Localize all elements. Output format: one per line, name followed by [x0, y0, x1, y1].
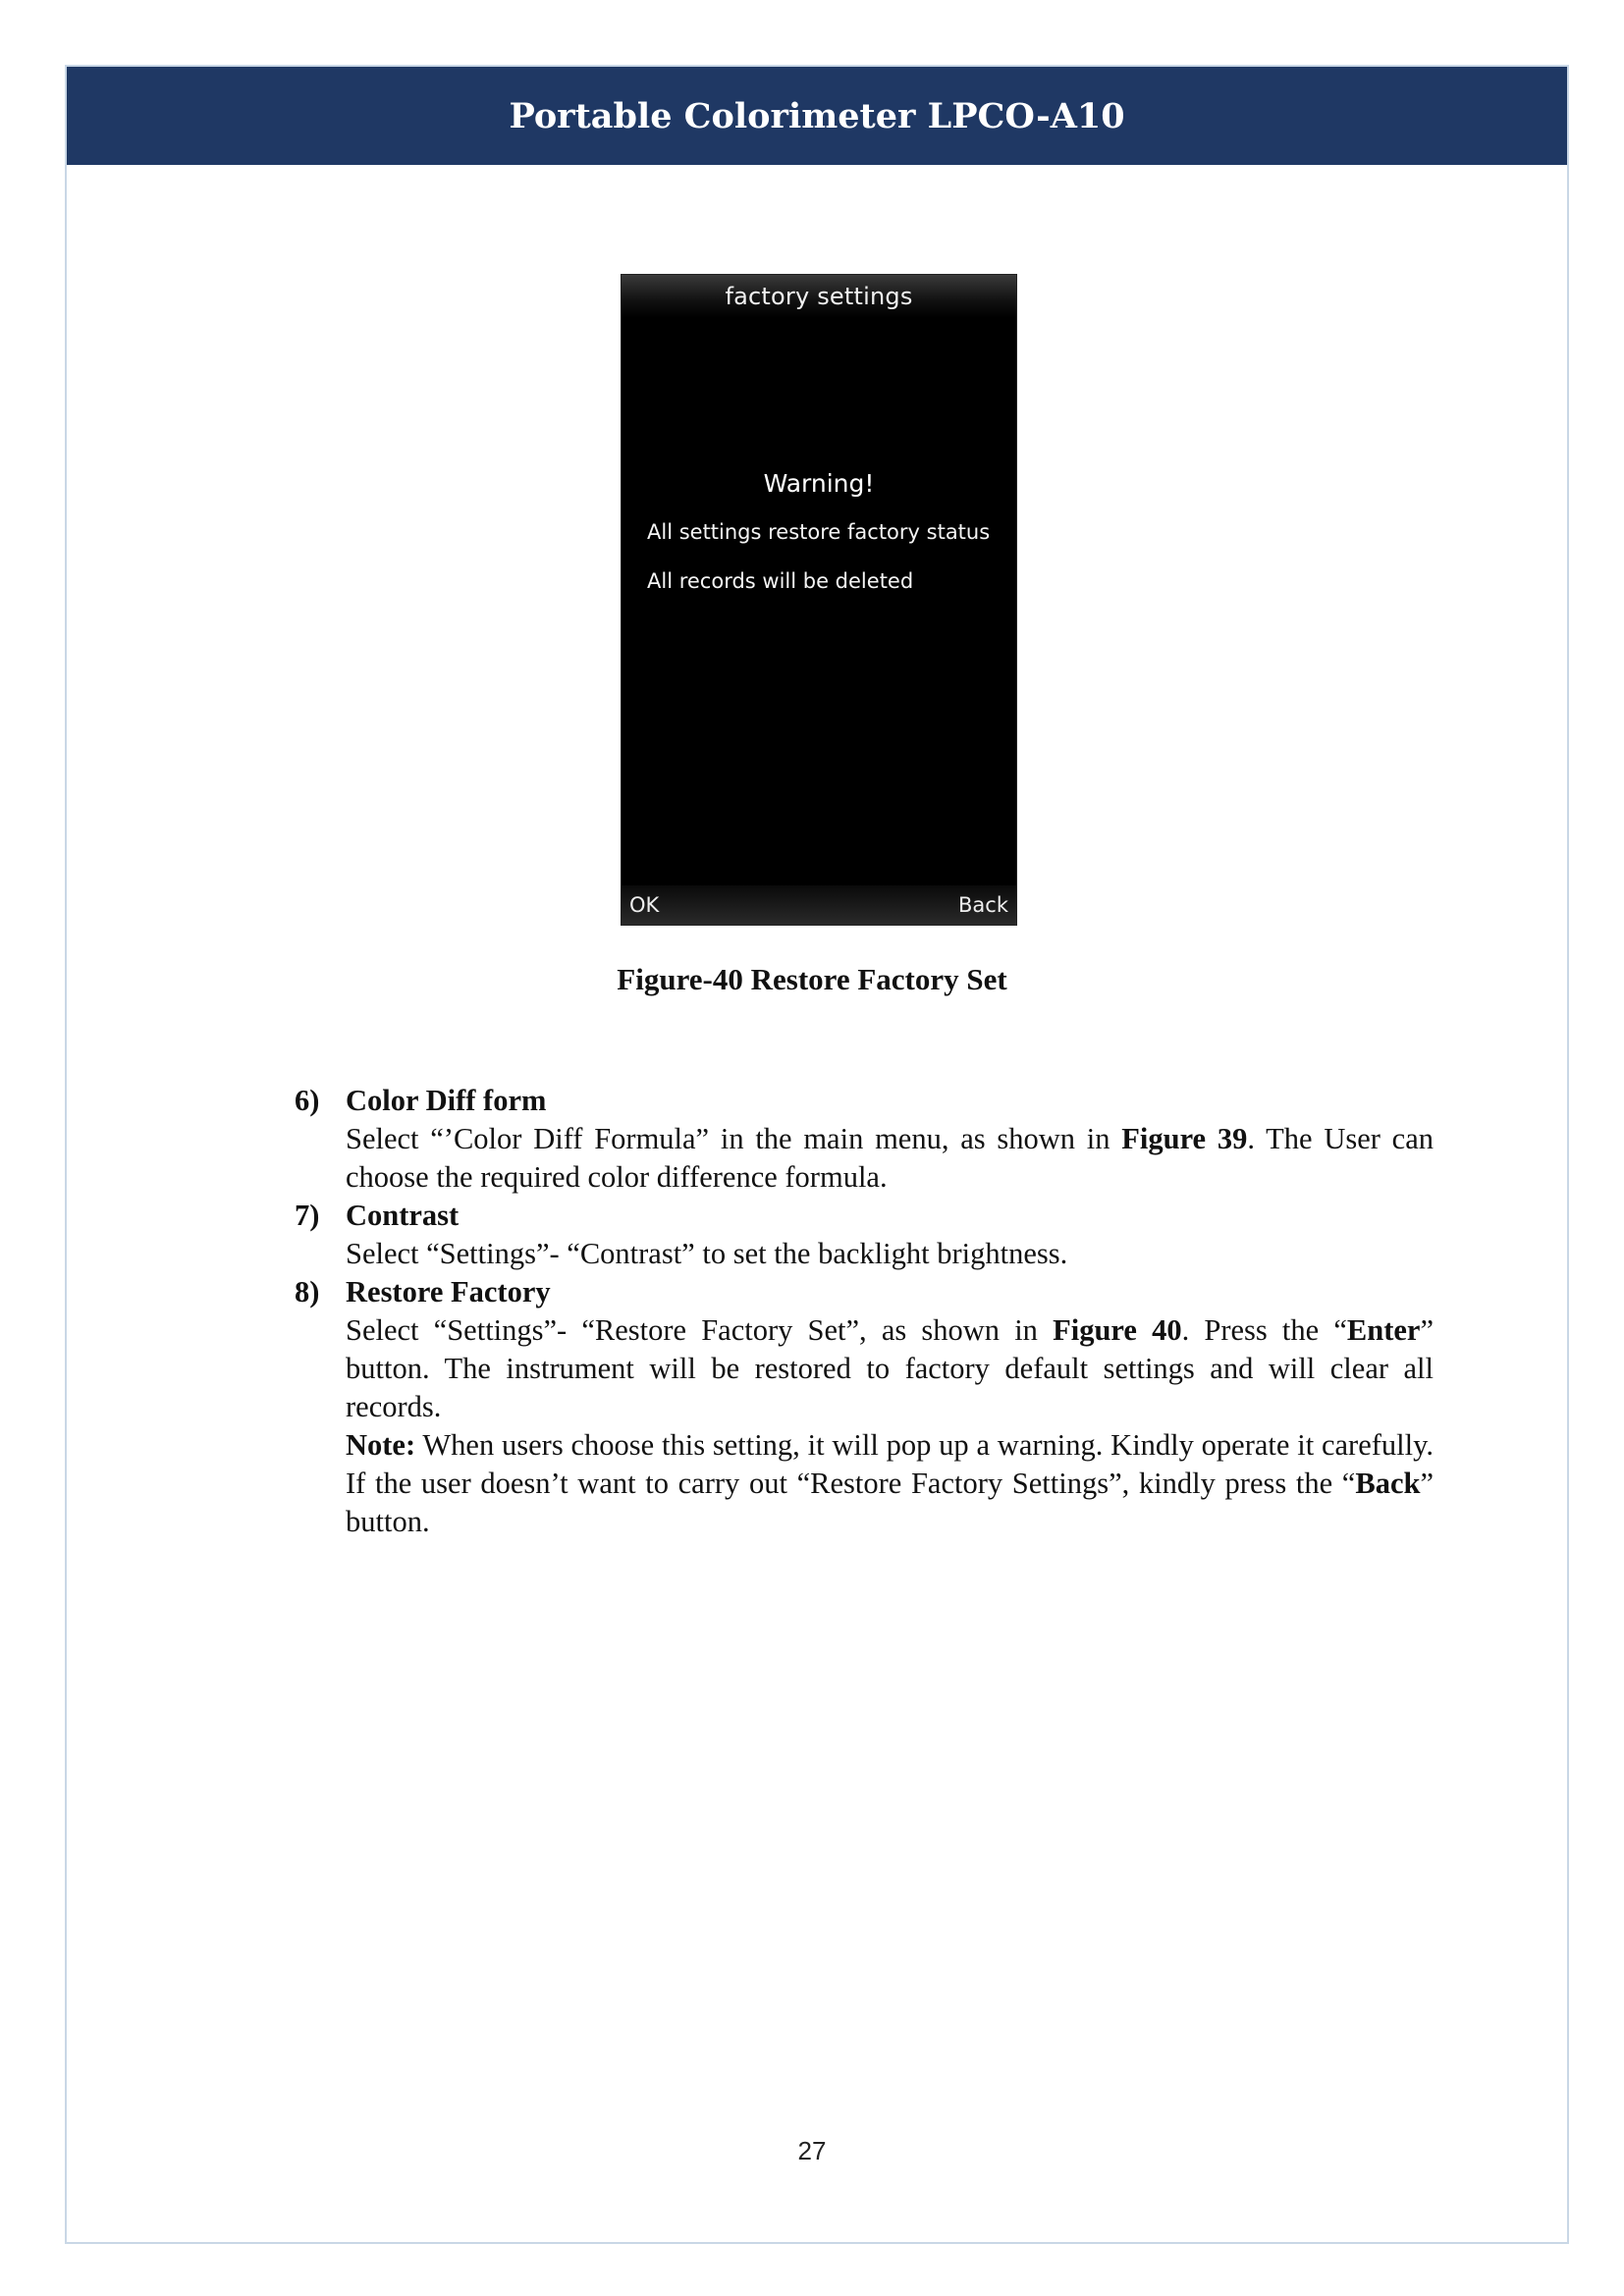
item-paragraph: Select “’Color Diff Formula” in the main menu, as shown in Figure 39. The User can choose the required color difference formula.: [346, 1122, 1435, 1194]
header-band: [67, 67, 1567, 165]
list-item-number: 7): [295, 1199, 320, 1232]
item-paragraph: Select “Settings”- “Restore Factory Set”, as shown in Figure 40. Press the “Enter” button. The instrument will be restored to factory default settings and will clear all records.: [346, 1313, 1434, 1423]
item-heading: Contrast: [346, 1199, 460, 1232]
device-screenshot: [621, 274, 1017, 926]
list-item-restore-factory: [295, 1273, 1434, 1541]
device-softkey-bar: [622, 885, 1016, 925]
item-paragraph: Select “Settings”- “Contrast” to set the backlight brightness.: [346, 1237, 1068, 1270]
device-title-bar: [622, 275, 1016, 318]
device-title: factory settings: [725, 283, 913, 310]
note-paragraph: Note: When users choose this setting, it will pop up a warning. Kindly operate it carefully. If the user doesn’t want to carry out “Restore Factory Settings”, kindly press the “Back” button.: [346, 1428, 1434, 1538]
device-ok-softkey[interactable]: OK: [629, 893, 660, 917]
list-item-number: 8): [295, 1275, 320, 1308]
device-warning-line-1: All settings restore factory status: [647, 520, 991, 544]
item-heading: Color Diff form: [346, 1084, 547, 1117]
document-title: Portable Colorimeter LPCO-A10: [509, 95, 1125, 136]
item-heading: Restore Factory: [346, 1275, 551, 1308]
body-content: [295, 1082, 1434, 1541]
device-back-softkey[interactable]: Back: [958, 893, 1008, 917]
note-label: Note:: [346, 1428, 416, 1462]
device-warning-line-2: All records will be deleted: [647, 569, 914, 593]
list-item-number: 6): [295, 1084, 320, 1117]
list-item-color-diff: [295, 1082, 1434, 1197]
list-item-contrast: [295, 1197, 1434, 1273]
page-number: 27: [797, 2136, 827, 2165]
device-warning-heading: Warning!: [763, 469, 875, 498]
figure-caption: Figure-40 Restore Factory Set: [617, 962, 1007, 996]
